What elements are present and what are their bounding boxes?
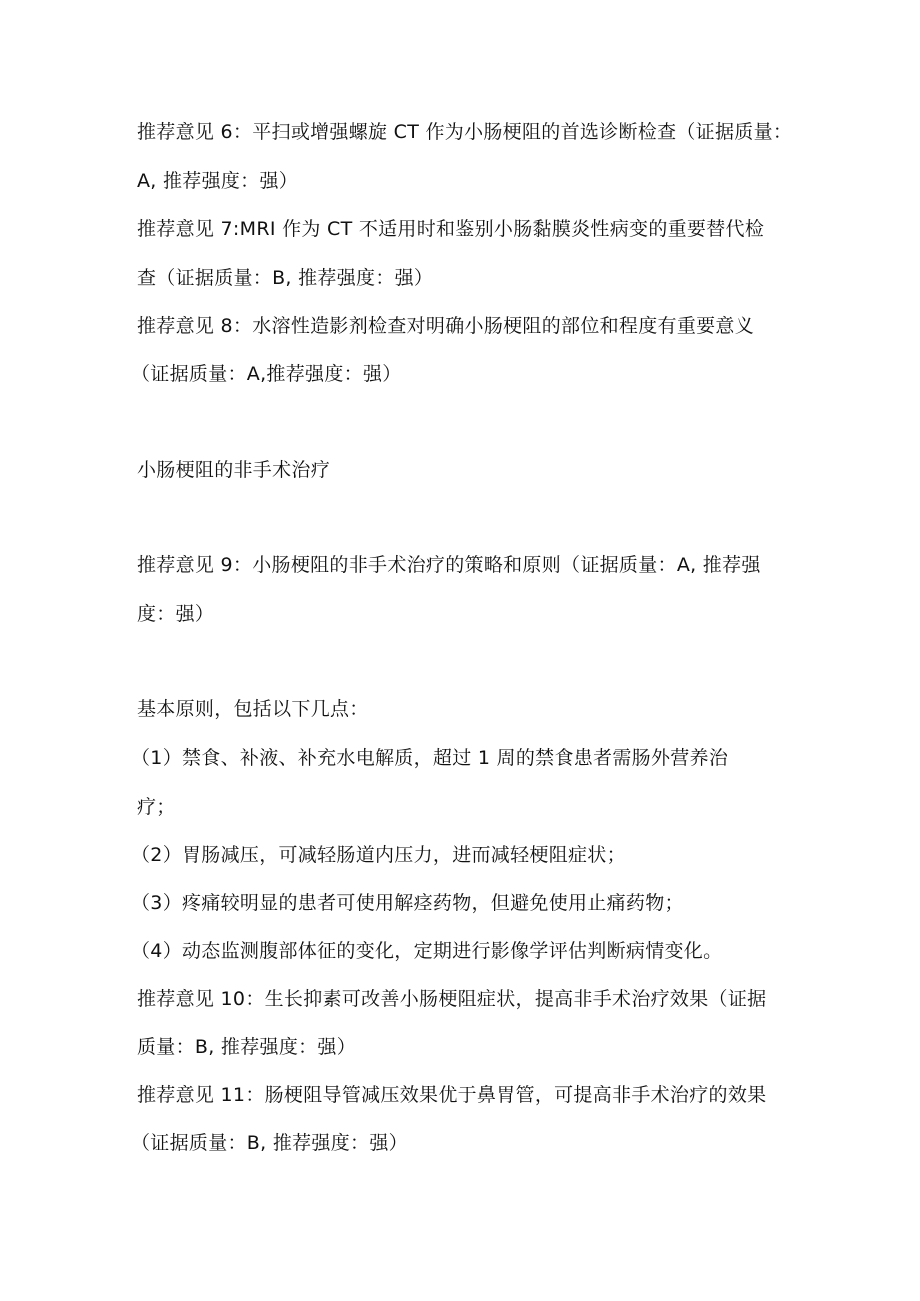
rec8-line1: 推荐意见 8：水溶性造影剂检查对明确小肠梗阻的部位和程度有重要意义 [137, 315, 755, 337]
section-heading-nonsurgical: 小肠梗阻的非手术治疗 [137, 459, 331, 481]
rec10-line1: 推荐意见 10：生长抑素可改善小肠梗阻症状，提高非手术治疗效果（证据 [137, 988, 767, 1010]
principles-intro: 基本原则，包括以下几点： [137, 698, 369, 720]
principle-4: （4）动态监测腹部体征的变化，定期进行影像学评估判断病情变化。 [131, 940, 723, 962]
principle-1-line1: （1）禁食、补液、补充水电解质，超过 1 周的禁食患者需肠外营养治 [131, 747, 729, 769]
rec6-line2: A, 推荐强度：强） [137, 170, 299, 192]
principle-1-line2: 疗； [137, 796, 176, 818]
rec11-line1: 推荐意见 11：肠梗阻导管减压效果优于鼻胃管，可提高非手术治疗的效果 [137, 1084, 767, 1106]
principle-2: （2）胃肠减压，可减轻肠道内压力，进而减轻梗阻症状； [131, 844, 626, 866]
rec8-line2: （证据质量：A,推荐强度：强） [131, 363, 402, 385]
rec10-line2: 质量：B, 推荐强度：强） [137, 1036, 357, 1058]
rec11-line2: （证据质量：B, 推荐强度：强） [131, 1132, 408, 1154]
principle-3: （3）疼痛较明显的患者可使用解痉药物，但避免使用止痛药物； [131, 892, 684, 914]
rec6-line1: 推荐意见 6：平扫或增强螺旋 CT 作为小肠梗阻的首选诊断检查（证据质量： [137, 121, 793, 143]
rec9-line2: 度：强） [137, 603, 215, 625]
rec7-line1: 推荐意见 7:MRI 作为 CT 不适用时和鉴别小肠黏膜炎性病变的重要替代检 [137, 218, 765, 240]
rec9-line1: 推荐意见 9：小肠梗阻的非手术治疗的策略和原则（证据质量：A, 推荐强 [137, 554, 761, 576]
rec7-line2: 查（证据质量：B, 推荐强度：强） [137, 267, 434, 289]
